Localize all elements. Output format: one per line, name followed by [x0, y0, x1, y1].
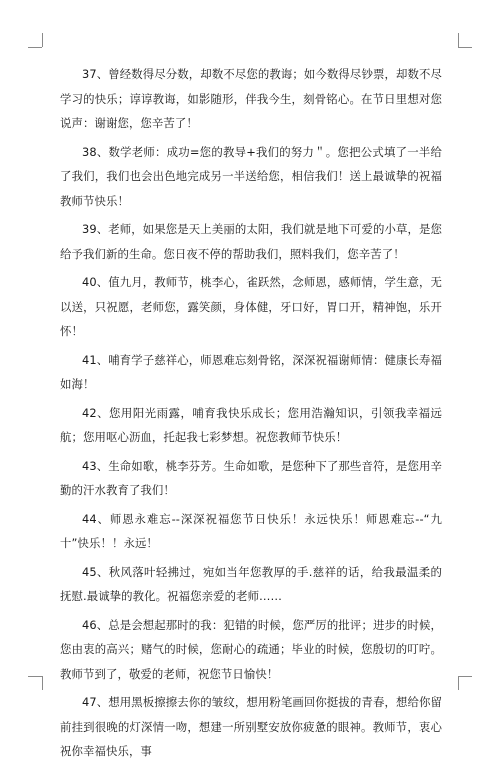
- crop-mark-top-left-v: [42, 33, 43, 47]
- crop-mark-bottom-right-h: [458, 676, 472, 677]
- paragraph-37: 37、曾经数得尽分数，却数不尽您的教诲；如今数得尽钞票，却数不尽学习的快乐；谆谆教诲，如影随形，伴我今生，刻骨铭心。在节日里想对您说声：谢谢您，您辛苦了！: [60, 67, 442, 130]
- crop-mark-bottom-left-h: [28, 676, 42, 677]
- crop-mark-bottom-left-v: [42, 676, 43, 690]
- crop-mark-bottom-right-v: [458, 676, 459, 690]
- paragraph-44: 44、师恩永难忘--深深祝福您节日快乐！永远快乐！师恩难忘--“九十”快乐！！永远！: [60, 511, 442, 550]
- paragraph-43: 43、生命如歌，桃李芬芳。生命如歌，是您种下了那些音符，是您用辛勤的汗水教育了我们！: [60, 458, 442, 497]
- paragraph-45: 45、秋风落叶轻拂过，宛如当年您教厚的手.慈祥的话，给我最温柔的抚慰.最诚挚的教化。祝福您亲爱的老师……: [60, 564, 442, 603]
- document-body: [60, 62, 442, 768]
- crop-mark-top-right-v: [458, 33, 459, 47]
- paragraph-41: 41、哺育学子慈祥心，师恩难忘刻骨铭，深深祝福谢师情：健康长寿福如海！: [60, 352, 442, 391]
- paragraph-47: 47、想用黑板擦擦去你的皱纹，想用粉笔画回你挺拔的青春，想给你留前挂到很晚的灯深情一吻，想建一所别墅安放你疲惫的眼神。教师节，衷心祝你幸福快乐，事: [60, 695, 442, 758]
- paragraph-42: 42、您用阳光雨露，哺育我快乐成长；您用浩瀚知识，引领我幸福远航；您用呕心沥血，托起我七彩梦想。祝您教师节快乐！: [60, 405, 442, 444]
- paragraph-46: 46、总是会想起那时的我：犯错的时候，您严厉的批评；进步的时候，您由衷的高兴；赌气的时候，您耐心的疏通；毕业的时候，您殷切的叮咛。教师节到了，敬爱的老师，祝您节日愉快！: [60, 617, 442, 681]
- crop-mark-top-right-h: [458, 47, 472, 48]
- paragraph-38: 38、数学老师：成功=您的教导+我们的努力＂。您把公式填了一半给了我们，我们也会出色地完成另一半送给您，相信我们！送上最诚挚的祝福教师节快乐！: [60, 144, 442, 208]
- paragraph-40: 40、值九月，教师节，桃李心，雀跃然，念师恩，感师情，学生意，无以送，只祝愿，老师您，露笑颜，身体健，牙口好，胃口开，精神饱，乐开怀！: [60, 275, 442, 338]
- crop-mark-top-left-h: [28, 47, 42, 48]
- paragraph-39: 39、老师，如果您是天上美丽的太阳，我们就是地下可爱的小草，是您给予我们新的生命。您日夜不停的帮助我们，照料我们，您辛苦了！: [60, 222, 442, 261]
